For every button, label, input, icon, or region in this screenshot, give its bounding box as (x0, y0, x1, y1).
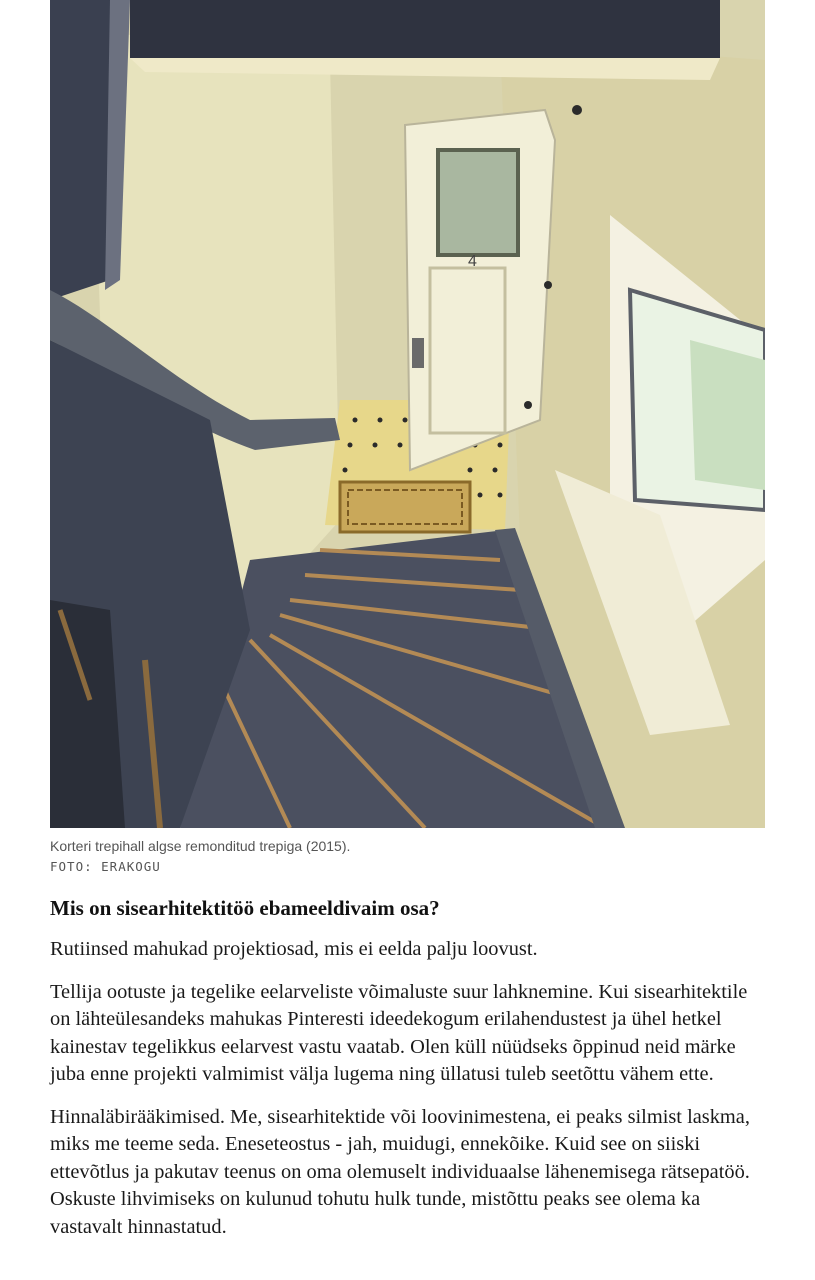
photo-caption: Korteri trepihall algse remonditud trepiga (2015). (50, 838, 351, 854)
interview-question: Mis on sisearhitektitöö ebameeldivaim osa? (50, 896, 440, 920)
photo-credit: FOTO: ERAKOGU (50, 859, 161, 874)
article (50, 0, 765, 1241)
answer-paragraph: Rutiinsed mahukad projektiosad, mis ei eelda palju loovust. (50, 938, 538, 960)
answer-paragraph: Tellija ootuste ja tegelike eelarveliste võimaluste suur lahknemine. Kui sisearhitektile on lähteülesandeks mahukas Pinteresti ideedekogum erilahendustest ja ühel hetkel kainestav tegelikkus eelarvest vastu vaatab. Olen küll nüüdseks õppinud neid märke juba enne projekti valmimist välja lugema ning üllatusi tuleb seetõttu vähem ette. (50, 980, 748, 1085)
door-number: 4 (468, 253, 477, 270)
stairwell-photo (50, 0, 765, 828)
answer-paragraph: Hinnaläbirääkimised. Me, sisearhitektide või loovinimestena, ei peaks silmist laskma, miks me teeme seda. Eneseteostus - jah, muidugi, ennekõike. Kuid see on siiski ettevõtlus ja pakutav teenus on oma olemuselt individuaalse lähenemisega rätsepatöö. Oskuste lihvimiseks on kulunud tohutu hulk tunde, mistõttu peaks see olema ka vastavalt hinnastatud. (50, 1105, 750, 1238)
